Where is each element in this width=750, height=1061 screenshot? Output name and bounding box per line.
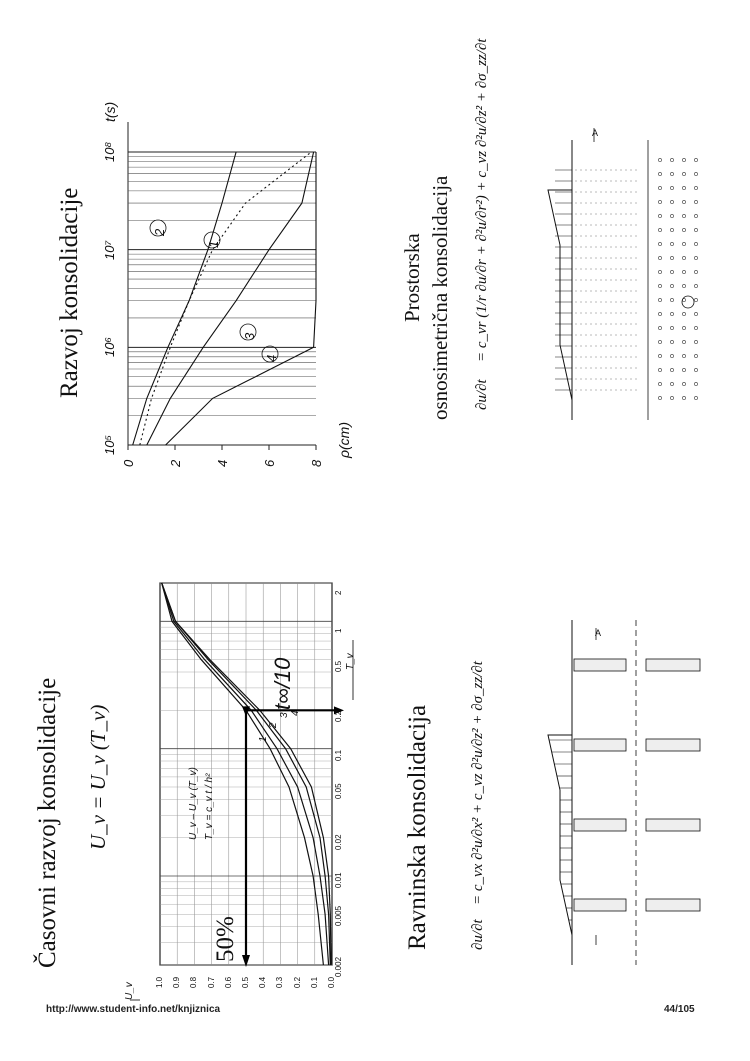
axisym-soil-dot bbox=[658, 368, 661, 371]
axisym-soil-dot bbox=[658, 312, 661, 315]
right-chart-title: Razvoj konsolidacije bbox=[56, 187, 83, 398]
right-y-tick-label: 2 bbox=[168, 459, 183, 467]
axisym-soil-dot bbox=[694, 368, 697, 371]
axisym-soil-dot bbox=[694, 298, 697, 301]
right-y-tick-label: 4 bbox=[215, 459, 230, 467]
left-x-tick-label: 0.002 bbox=[334, 956, 343, 977]
right-x-tick-label: 10⁶ bbox=[102, 337, 117, 358]
right-curve-label: 2 bbox=[152, 228, 167, 236]
left-x-tick-label: 1 bbox=[334, 628, 343, 634]
right-x-tick-label: 10⁷ bbox=[102, 240, 117, 260]
left-chart-title: Časovni razvoj konsolidacije bbox=[34, 677, 61, 968]
left-x-tick-label: 0.2 bbox=[334, 711, 343, 723]
axisym-soil-dot bbox=[658, 270, 661, 273]
axisym-soil-dot bbox=[670, 312, 673, 315]
axisym-soil-dot bbox=[682, 382, 685, 385]
axisym-soil-dot bbox=[670, 326, 673, 329]
axisym-soil-dot bbox=[694, 242, 697, 245]
left-x-tick-label: 0.01 bbox=[334, 872, 343, 888]
axisym-soil-dot bbox=[694, 312, 697, 315]
axisym-soil-dot bbox=[670, 396, 673, 399]
right-y-tick-label: 0 bbox=[121, 459, 136, 467]
axisym-soil-dot bbox=[682, 200, 685, 203]
axisym-soil-dot bbox=[670, 270, 673, 273]
right-x-tick-label: 10⁸ bbox=[102, 141, 117, 162]
axisym-soil-dot bbox=[658, 396, 661, 399]
axisym-soil-dot bbox=[658, 340, 661, 343]
axisym-soil-dot bbox=[694, 354, 697, 357]
axisym-section-label: A bbox=[592, 128, 599, 138]
right-x-axis-label: t(s) bbox=[102, 101, 118, 122]
axisym-soil-dot bbox=[682, 326, 685, 329]
plane-title: Ravninska konsolidacija bbox=[404, 704, 431, 950]
left-x-tick-label: 0.5 bbox=[334, 660, 343, 672]
right-curve-label: 1 bbox=[206, 240, 221, 248]
axisym-soil-dot bbox=[682, 228, 685, 231]
axisym-soil-dot bbox=[670, 368, 673, 371]
axisym-soil-dot bbox=[658, 284, 661, 287]
axisym-soil-dot bbox=[658, 172, 661, 175]
axisym-soil-dot bbox=[682, 186, 685, 189]
axisym-soil-dot bbox=[682, 214, 685, 217]
axisym-soil-dot bbox=[670, 256, 673, 259]
axisym-soil-dot bbox=[694, 340, 697, 343]
left-y-axis-label: U_v bbox=[124, 982, 135, 1000]
axisym-soil-dot bbox=[694, 158, 697, 161]
axisym-soil-dot bbox=[658, 214, 661, 217]
left-curve-label: 3 bbox=[279, 712, 290, 718]
axisym-load-outline bbox=[548, 190, 572, 400]
left-curve-label: 1 bbox=[258, 736, 269, 742]
axisym-soil-dot bbox=[682, 284, 685, 287]
axisym-subtitle: osnosimetrična konsolidacija bbox=[428, 175, 452, 420]
right-y-axis-label: ρ(cm) bbox=[336, 421, 352, 458]
plane-section-label: A bbox=[595, 628, 602, 638]
axisym-soil-dot bbox=[682, 312, 685, 315]
axisym-soil-dot bbox=[682, 172, 685, 175]
axisym-soil-dot bbox=[658, 242, 661, 245]
axisym-soil-dot bbox=[682, 256, 685, 259]
axisym-soil-dot bbox=[658, 228, 661, 231]
right-y-tick-label: 6 bbox=[262, 459, 277, 467]
axisym-soil-dot bbox=[658, 200, 661, 203]
left-y-tick-label: 0.1 bbox=[309, 976, 319, 988]
axisym-soil-dot bbox=[670, 354, 673, 357]
left-curve-label: 4 bbox=[290, 710, 301, 716]
axisym-soil-dot bbox=[682, 396, 685, 399]
axisym-soil-dot bbox=[670, 284, 673, 287]
axisym-soil-dot bbox=[694, 186, 697, 189]
axisym-soil-dot bbox=[682, 340, 685, 343]
axisym-soil-dot bbox=[670, 158, 673, 161]
left-x-tick-label: 2 bbox=[334, 590, 343, 595]
left-y-tick-label: 0.5 bbox=[241, 976, 250, 988]
axisym-equation-lhs: ∂u/∂t bbox=[474, 379, 490, 410]
axisym-drain-center bbox=[682, 296, 694, 308]
left-x-tick-label: 0.1 bbox=[334, 749, 343, 761]
left-y-tick-label: 0.4 bbox=[258, 976, 268, 988]
left-y-tick-label: 0.8 bbox=[189, 976, 199, 988]
axisym-soil-dot bbox=[682, 270, 685, 273]
annotation-50-percent: 50% bbox=[212, 916, 239, 962]
left-x-tick-label: 0.02 bbox=[334, 834, 343, 850]
axisym-soil-dot bbox=[670, 200, 673, 203]
left-y-tick-label: 0.6 bbox=[223, 976, 233, 988]
axisym-equation-rhs: = c_vr (1/r ∂u/∂r + ∂²u/∂r²) + c_vz ∂²u/∂z² + ∂σ_zz/∂t bbox=[474, 38, 490, 362]
plane-equation-rhs: = c_vx ∂²u/∂x² + c_vz ∂²u/∂z² + ∂σ_zz/∂t bbox=[470, 661, 486, 905]
axisym-soil-dot bbox=[658, 298, 661, 301]
axisym-soil-dot bbox=[670, 228, 673, 231]
left-x-tick-label: 0.005 bbox=[334, 906, 343, 927]
axisym-soil-dot bbox=[670, 186, 673, 189]
axisym-soil-dot bbox=[670, 172, 673, 175]
axisym-soil-dot bbox=[658, 354, 661, 357]
axisym-soil-dot bbox=[658, 256, 661, 259]
right-curve-label: 3 bbox=[242, 332, 257, 340]
left-chart-formula: U_v = U_v (T_v) bbox=[86, 704, 110, 850]
right-x-tick-label: 10⁵ bbox=[102, 435, 117, 455]
axisym-soil-dot bbox=[658, 186, 661, 189]
footer-page-number: 44/105 bbox=[664, 1004, 695, 1015]
axisym-soil-dot bbox=[694, 214, 697, 217]
axisym-soil-dot bbox=[658, 158, 661, 161]
axisym-title: Prostorska bbox=[400, 233, 424, 322]
axisym-soil-dot bbox=[694, 228, 697, 231]
axisym-soil-dot bbox=[682, 368, 685, 371]
axisym-soil-dot bbox=[670, 340, 673, 343]
axisym-soil-dot bbox=[670, 214, 673, 217]
left-y-tick-label: 0.7 bbox=[206, 976, 216, 988]
axisym-soil-dot bbox=[682, 354, 685, 357]
axisym-soil-dot bbox=[694, 396, 697, 399]
axisym-soil-dot bbox=[658, 382, 661, 385]
plane-equation-lhs: ∂u/∂t bbox=[470, 919, 486, 950]
left-y-tick-label: 1.0 bbox=[155, 976, 164, 988]
left-y-tick-label: 0.3 bbox=[275, 976, 285, 988]
axisym-soil-dot bbox=[670, 298, 673, 301]
axisym-soil-dot bbox=[682, 242, 685, 245]
right-curve-label: 4 bbox=[264, 354, 279, 362]
axisym-soil-dot bbox=[670, 382, 673, 385]
right-y-tick-label: 8 bbox=[309, 459, 324, 467]
left-legend-line2: T_v = c_v t / h² bbox=[204, 773, 215, 840]
axisym-soil-dot bbox=[670, 242, 673, 245]
axisym-soil-dot bbox=[682, 158, 685, 161]
left-y-tick-label: 0.2 bbox=[292, 976, 302, 988]
left-x-tick-label: 0.05 bbox=[334, 783, 343, 799]
axisym-soil-dot bbox=[694, 256, 697, 259]
left-x-axis-label: T_v bbox=[345, 653, 356, 670]
annotation-t-inf: t∞/10 bbox=[270, 657, 295, 710]
left-y-tick-label: 0.0 bbox=[327, 976, 336, 988]
axisym-soil-dot bbox=[694, 284, 697, 287]
footer-url[interactable]: http://www.student-info.net/knjiznica bbox=[46, 1004, 221, 1015]
left-legend-line1: U_v – U_v (T_v) bbox=[188, 767, 199, 840]
axisym-soil-dot bbox=[658, 326, 661, 329]
axisym-soil-dot bbox=[694, 382, 697, 385]
left-curve-label: 2 bbox=[268, 722, 279, 728]
axisym-soil-dot bbox=[694, 270, 697, 273]
axisym-soil-dot bbox=[694, 172, 697, 175]
axisym-soil-dot bbox=[694, 200, 697, 203]
left-y-tick-label: 0.9 bbox=[172, 976, 182, 988]
axisym-soil-dot bbox=[694, 326, 697, 329]
